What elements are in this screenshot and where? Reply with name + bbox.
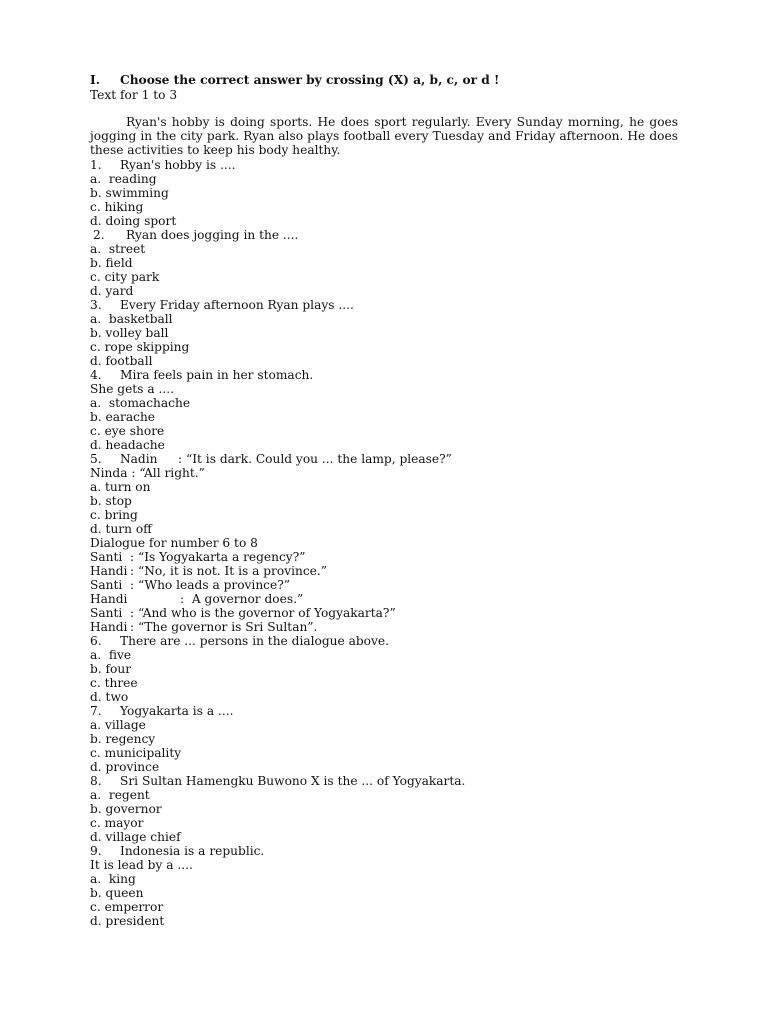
section-heading (90, 72, 678, 88)
text-label: Text for 1 to 3 (90, 88, 178, 102)
question-number: 2. (93, 228, 105, 242)
option-3a: a. basketball (90, 312, 173, 326)
option-6d: d. two (90, 690, 129, 704)
section-number: I. (90, 73, 100, 87)
option-3c: c. rope skipping (90, 340, 190, 354)
speaker-name: Ninda (90, 466, 128, 480)
speaker-name: Santi (90, 578, 123, 592)
option-7b: b. regency (90, 732, 156, 746)
option-3d: d. football (90, 354, 153, 368)
speaker-line: : A governor does.” (180, 592, 304, 606)
speaker-line: : “It is dark. Could you ... the lamp, please?” (178, 452, 452, 466)
option-1b: b. swimming (90, 186, 169, 200)
dialogue-line (90, 550, 678, 564)
dialogue-line (90, 620, 678, 634)
option-1a: a. reading (90, 172, 157, 186)
option-7a: a. village (90, 718, 146, 732)
speaker-line: : “Who leads a province?” (130, 578, 290, 592)
question-number: 7. (90, 704, 102, 718)
option-9a: a. king (90, 872, 136, 886)
option-9d: d. president (90, 914, 165, 928)
option-1d: d. doing sport (90, 214, 177, 228)
option-4c: c. eye shore (90, 424, 165, 438)
question-9-continuation: It is lead by a .... (90, 858, 193, 872)
question-text: Ryan does jogging in the .... (126, 228, 299, 242)
option-8d: d. village chief (90, 830, 181, 844)
speaker-line: : “The governor is Sri Sultan”. (130, 620, 318, 634)
question-number: 3. (90, 298, 102, 312)
question-1 (90, 158, 678, 172)
question-5-reply (90, 466, 678, 480)
speaker-name: Nadin (120, 452, 158, 466)
dialogue-label: Dialogue for number 6 to 8 (90, 536, 258, 550)
option-7c: c. municipality (90, 746, 182, 760)
question-text: Yogyakarta is a .... (120, 704, 234, 718)
speaker-line: : “All right.” (127, 466, 205, 480)
option-1c: c. hiking (90, 200, 144, 214)
question-9 (90, 844, 678, 858)
option-2d: d. yard (90, 284, 134, 298)
question-text: There are ... persons in the dialogue above. (120, 634, 389, 648)
option-2c: c. city park (90, 270, 160, 284)
speaker-name: Handi (90, 592, 128, 606)
option-9b: b. queen (90, 886, 144, 900)
dialogue-line (90, 606, 678, 620)
question-7 (90, 704, 678, 718)
dialogue-line (90, 592, 678, 606)
worksheet-content (90, 72, 678, 928)
speaker-line: : “No, it is not. It is a province.” (130, 564, 327, 578)
question-text: Indonesia is a republic. (120, 844, 265, 858)
question-6 (90, 634, 678, 648)
question-number: 4. (90, 368, 102, 382)
option-6b: b. four (90, 662, 132, 676)
option-6c: c. three (90, 676, 138, 690)
option-8c: c. mayor (90, 816, 144, 830)
option-2b: b. field (90, 256, 133, 270)
question-number: 6. (90, 634, 102, 648)
question-3 (90, 298, 678, 312)
question-text: Mira feels pain in her stomach. (120, 368, 314, 382)
option-7d: d. province (90, 760, 160, 774)
option-4a: a. stomachache (90, 396, 191, 410)
speaker-name: Handi (90, 564, 128, 578)
option-4d: d. headache (90, 438, 165, 452)
option-5a: a. turn on (90, 480, 151, 494)
question-8 (90, 774, 678, 788)
speaker-name: Santi (90, 606, 123, 620)
option-9c: c. emperror (90, 900, 164, 914)
question-number: 5. (90, 452, 102, 466)
option-2a: a. street (90, 242, 146, 256)
option-5c: c. bring (90, 508, 138, 522)
option-5d: d. turn off (90, 522, 152, 536)
question-text: Sri Sultan Hamengku Buwono X is the ... of Yogyakarta. (120, 774, 466, 788)
question-number: 8. (90, 774, 102, 788)
question-text: Every Friday afternoon Ryan plays .... (120, 298, 354, 312)
reading-passage: Ryan's hobby is doing sports. He does sport regularly. Every Sunday morning, he goes jogging in the city park. Ryan also plays football every Tuesday and Friday afternoon. He does these activities to keep his body healthy. (90, 115, 678, 157)
option-4b: b. earache (90, 410, 156, 424)
speaker-name: Handi (90, 620, 128, 634)
speaker-line: : “Is Yogyakarta a regency?” (130, 550, 306, 564)
speaker-line: : “And who is the governor of Yogyakarta?” (130, 606, 396, 620)
question-number: 9. (90, 844, 102, 858)
option-5b: b. stop (90, 494, 132, 508)
dialogue-line (90, 578, 678, 592)
question-4 (90, 368, 678, 382)
option-8a: a. regent (90, 788, 150, 802)
question-text: Ryan's hobby is .... (120, 158, 236, 172)
speaker-name: Santi (90, 550, 123, 564)
option-6a: a. five (90, 648, 132, 662)
option-8b: b. governor (90, 802, 162, 816)
dialogue-line (90, 564, 678, 578)
question-4-continuation: She gets a .... (90, 382, 174, 396)
question-5 (90, 452, 678, 466)
option-3b: b. volley ball (90, 326, 169, 340)
question-2 (90, 228, 678, 242)
question-number: 1. (90, 158, 102, 172)
section-instruction: Choose the correct answer by crossing (X) a, b, c, or d ! (120, 73, 500, 87)
